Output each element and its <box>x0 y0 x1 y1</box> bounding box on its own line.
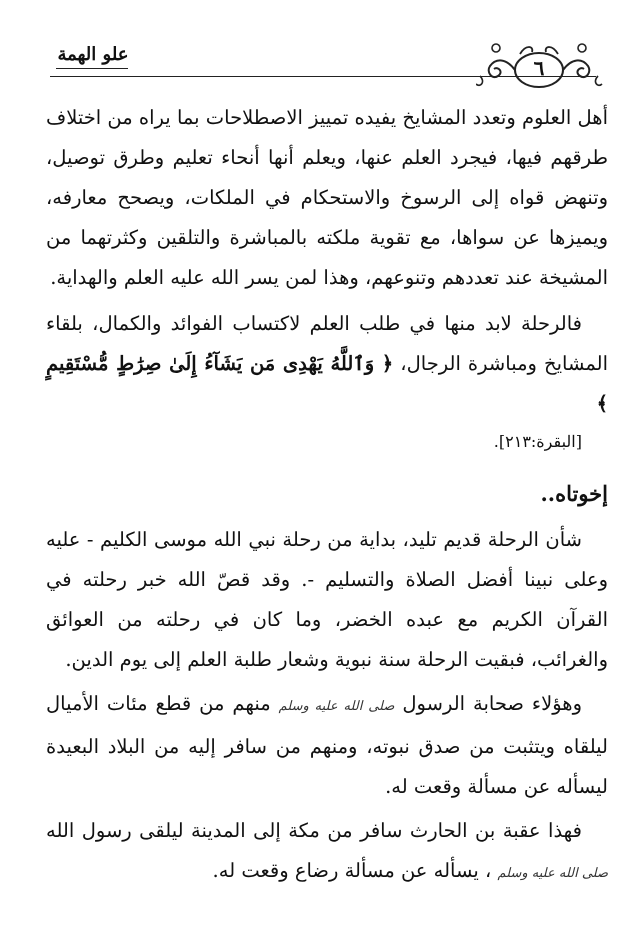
salutation-glyph: صلى الله عليه وسلم <box>278 699 395 714</box>
quran-reference: [البقرة:٢١٣]. <box>493 432 582 451</box>
page-number: ٦ <box>533 56 545 80</box>
section-heading: إخوتاه.. <box>540 481 608 506</box>
paragraph-2-text: فالرحلة لابد منها في طلب العلم لاكتساب الفوائد والكمال، بلقاء المشايخ ومباشرة الرجال، <box>46 312 608 375</box>
paragraph-3: شأن الرحلة قديم تليد، بداية من رحلة نبي الله موسى الكليم - عليه وعلى نبينا أفضل الصلاة والتسليم -. وقد قصّ الله خبر رحلته في القرآن الكريم مع عبده الخضر، وما كان في رحلته من العوائق والغرائب، فبقيت الرحلة سنة نبوية وشعار طلبة العلم إلى يوم الدين. <box>46 528 608 671</box>
body-text <box>46 98 608 894</box>
running-title: علو الهمة <box>57 44 129 65</box>
paragraph-5 <box>46 811 608 894</box>
paragraph-1: أهل العلوم وتعدد المشايخ يفيده تمييز الاصطلاحات بما يراه من اختلاف طرقهم فيها، فيجرد العلم عنها، ويعلم أنها أنحاء تعليم وطرق توصيل، وتنهض قواه إلى الرسوخ والاستحكام في الملكات، ويصحح معارفه، ويميزها عن سواها، مع تقوية ملكته بالمباشرة والتلقين وكثرتهما من المشيخة عند تعددهم وتنوعهم، وهذا لمن يسر الله عليه العلم والهداية. <box>46 106 608 289</box>
paragraph-4 <box>46 684 608 807</box>
page-header <box>0 0 638 100</box>
quran-verse: ﴿ وَٱللَّهُ يَهْدِى مَن يَشَآءُ إِلَىٰ صِرَٰطٍ مُّسْتَقِيمٍ ﴾ <box>46 352 608 415</box>
paragraph-4-start: وهؤلاء صحابة الرسول <box>402 692 582 715</box>
paragraph-5-end: ، يسأله عن مسألة رضاع وقعت له. <box>212 859 492 882</box>
paragraph-4-end: منهم من قطع مئات الأميال ليلقاه ويتثبت من صدق نبوته، ومنهم من سافر إليه من البلاد البعيدة ليسأله عن مسألة وقعت له. <box>46 692 608 798</box>
salutation-glyph: صلى الله عليه وسلم <box>497 866 608 881</box>
paragraph-5-start: فهذا عقبة بن الحارث سافر من مكة إلى المدينة ليلقى رسول الله <box>46 819 582 842</box>
paragraph-2 <box>46 304 608 462</box>
title-underline <box>56 68 128 69</box>
